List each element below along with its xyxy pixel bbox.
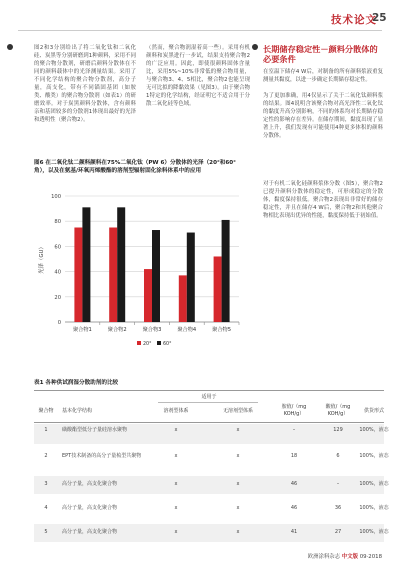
table-cell-solventfree: x: [236, 481, 240, 487]
body-text-right-3: 对于有机二氧化硅颜料浆体分数（图5），聚合物2已提升颜料分散体的稳定性，可形成稳定的分散体，黏度保持很低。聚合物2表现出非常好的储存稳定性，并且在储存4 W后，聚合物2和其他聚合物相比表现出优异的性能，黏度保持低于初始值。: [263, 181, 383, 219]
bar-20deg: [74, 228, 82, 323]
bar-20deg: [109, 228, 117, 323]
table-cell-solventfree: x: [236, 453, 240, 459]
table-header-solvent: 溶剂型体系: [163, 408, 189, 414]
legend-swatch: [157, 341, 161, 345]
bar-60deg: [82, 207, 90, 322]
table-cell-amine: 46: [290, 505, 298, 511]
table-header-rule: [34, 422, 384, 423]
table-cell-amine: 41: [290, 529, 298, 535]
table-group-rule: [158, 402, 258, 403]
table-group-header: 适用于: [201, 394, 217, 400]
bar-20deg: [179, 275, 187, 322]
page-number: 25: [372, 12, 387, 24]
body-text-middle: （然而，聚合物润湿着高一些）。采用有机颜料和炭黑进行一步试，结果支持聚合物2的广泛应用。因此，即使很颜料固体含量比，采用5%~10%非常低的聚合物用量，与聚合物3、4、5相比，聚合物2也能呈现无可比拟的降黏效果（见图3）。由于聚合物1特定的化学结构，经证明它不适合用于分散二氧化硅等色域。: [146, 45, 250, 107]
bar-60deg: [222, 220, 230, 322]
table-cell-amine: 18: [290, 453, 298, 459]
header-divider: [18, 30, 382, 31]
y-tick-label: 40: [54, 269, 61, 276]
bar-60deg: [187, 233, 195, 322]
table-cell-acid: 6: [336, 453, 340, 459]
table-cell-polymer: 2: [44, 453, 48, 459]
table-cell-structure: EPT技术制备的高分子量梳型共聚物: [62, 453, 142, 459]
section-title: 技术论文: [331, 14, 377, 26]
table-cell-acid: 36: [334, 505, 342, 511]
table-cell-solvent: x: [174, 529, 178, 535]
x-tick-label: 聚合物1: [72, 327, 92, 333]
legend-label: 60°: [163, 342, 172, 347]
table-cell-form: 100%，液态: [359, 505, 389, 511]
table-cell-acid: 129: [333, 427, 343, 433]
footer: [308, 552, 382, 560]
table-title: 表1 各种供试润湿分散助剂的比较: [34, 380, 119, 386]
binder-hole-right: [252, 44, 258, 50]
bar-60deg: [152, 230, 160, 322]
table-cell-solvent: x: [174, 481, 178, 487]
table-cell-structure: 高分子量，高支化聚合物: [62, 481, 118, 487]
body-text-right-2: 为了更加准确，用4仅显示了关于二氧化钛颜料浆的结果。图4说明含该聚合物对高光泽性二氧化钛的黏度升高分别影响，不同的体系均对长期储存稳定性的影响存在差异。在储存期间，黏度出现了显著上升，我们发现有可能使用4种更多体积的颜料分散体。: [263, 93, 383, 139]
table-cell-form: 100%，液态: [359, 529, 389, 535]
table-header-polymer: 聚合物: [38, 408, 54, 414]
table-cell-amine: –: [292, 427, 296, 433]
gloss-bar-chart: [33, 184, 247, 360]
y-tick-label: 60: [54, 244, 61, 251]
table-cell-solventfree: x: [236, 529, 240, 535]
body-text-right-1: 在室温下储存4 W后，对制备的所有颜料浆液重复测量其黏度，以进一步确定长期储存稳定性。: [263, 69, 383, 83]
table-cell-solvent: x: [174, 427, 178, 433]
table-header-solventfree: 无溶剂型体系: [222, 408, 253, 414]
table-cell-polymer: 5: [44, 529, 48, 535]
table-cell-solvent: x: [174, 453, 178, 459]
footer-journal: 欧洲涂料杂志: [307, 554, 341, 560]
table-header-form: 供货形式: [363, 408, 384, 414]
chart-caption: 图6 在二氧化钛二颜料颜料在75%二氧化钛（PW 6）分散体的光泽（20°和60°角），以及在氨基/环氧丙烯酸酯的溶剂型辐射固化涂料体系中的应用: [34, 160, 236, 174]
table-cell-solventfree: x: [236, 427, 240, 433]
x-tick-label: 聚合物2: [107, 327, 127, 333]
table-cell-acid: 27: [334, 529, 342, 535]
table-cell-solvent: x: [174, 505, 178, 511]
table-cell-polymer: 1: [44, 427, 48, 433]
footer-issue: 09·2018: [359, 554, 382, 560]
table-cell-amine: 46: [290, 481, 298, 487]
table-top-rule: [34, 390, 384, 391]
bar-20deg: [214, 256, 222, 322]
y-tick-label: 0: [57, 320, 61, 326]
table-cell-solventfree: x: [236, 505, 240, 511]
y-axis-label: 光泽（GU）: [39, 244, 45, 274]
y-tick-label: 20: [54, 294, 61, 301]
table-cell-form: 100%，液态: [359, 481, 389, 487]
footer-edition: 中文版: [341, 554, 358, 560]
y-tick-label: 80: [54, 219, 61, 226]
table-cell-polymer: 3: [44, 481, 48, 487]
x-tick-label: 聚合物3: [142, 327, 162, 333]
section-heading: 长期储存稳定性－颜料分散体的必要条件: [263, 44, 378, 64]
table-header-structure: 基本化学结构: [62, 408, 93, 414]
table-cell-form: 100%，液态: [359, 453, 389, 459]
legend-label: 20°: [143, 342, 152, 347]
table-header-amine: 胺值/（mg KOH/g）: [281, 404, 307, 417]
table-cell-structure: 高分子量，高支化聚合物: [62, 505, 118, 511]
table-header-acid: 酸值/（mg KOH/g）: [325, 404, 351, 417]
x-tick-label: 聚合物5: [212, 327, 232, 333]
table-cell-acid: –: [336, 481, 340, 487]
table-cell-structure: 磺酸酯型低分子量硅溶水聚物: [62, 427, 128, 433]
bar-20deg: [144, 269, 152, 322]
body-text-left: 图2和3分别给出了将二氧化钛和二氧化硅、炭黑等分别研磨到1种颜料，采用不同的聚合物分散剂，研磨后颜料分散体在不同的颜料载体中的光泽测量结果。采用了不同化学结构的聚合物分散剂，高分子量，高支化，带有不同锚固基团（如胺类、酸类）的聚合物分散剂（如表1）的研磨效率。对于炭黑颜料分散体，含有颜料亲和基团较多的分散剂1体现出最好的光泽和透明性（聚合物2）。: [34, 45, 136, 123]
table-cell-polymer: 4: [44, 505, 48, 511]
chart-svg: [33, 184, 247, 360]
table-cell-structure: 高分子量，高支化聚合物: [62, 529, 118, 535]
x-tick-label: 聚合物4: [177, 327, 197, 333]
bar-60deg: [117, 207, 125, 322]
table-cell-form: 100%，液态: [359, 427, 389, 433]
y-tick-label: 100: [51, 194, 61, 200]
legend-swatch: [137, 341, 141, 345]
binder-hole-left: [7, 44, 13, 50]
